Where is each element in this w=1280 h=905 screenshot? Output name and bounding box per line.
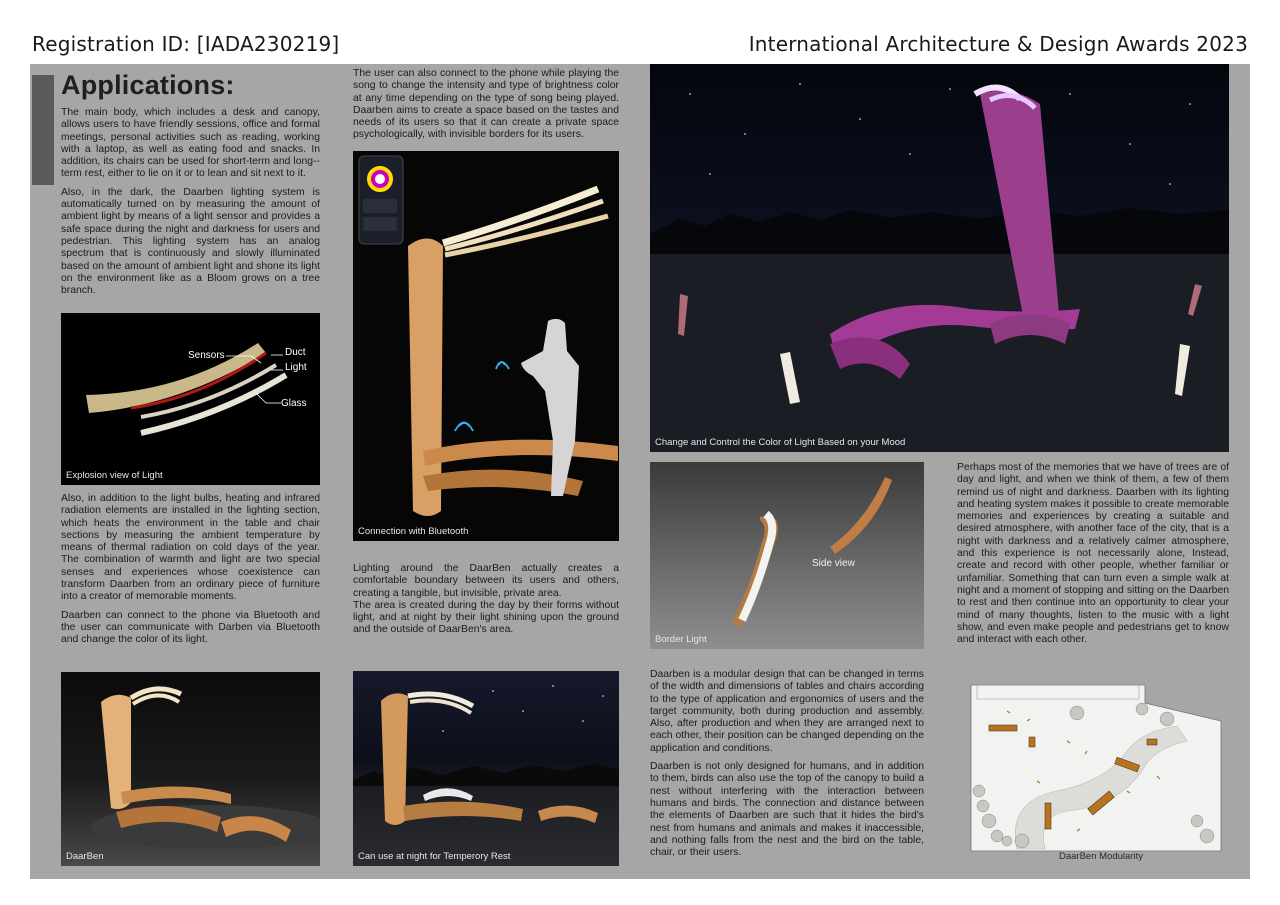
registration-id: Registration ID: [IADA230219] — [32, 32, 340, 56]
modularity-plan-image — [967, 681, 1225, 863]
mood-caption: Change and Control the Color of Light Based on your Mood — [655, 437, 906, 448]
night-rest-caption: Can use at night for Temperory Rest — [358, 851, 511, 862]
explosion-caption: Explosion view of Light — [66, 470, 163, 481]
daarben-render-panel — [61, 672, 320, 866]
section-title: Applications: — [61, 70, 235, 100]
col3-text — [650, 669, 924, 865]
bluetooth-caption: Connection with Bluetooth — [358, 526, 469, 537]
mood-panel — [650, 64, 1229, 452]
paragraph-lighting-system: Also, in the dark, the Daarben lighting system is automatically turned on by measuring the amount of ambient light by means of a light sensor and provides a safe space during the night and darkness for users and pedestrian. This lighting system has an analog spectrum that is continuously and slowly illuminated based on the amount of ambient light and shone its light on the environment like as a Bloom grows on a tree branch. — [61, 186, 320, 297]
bluetooth-render-image — [353, 151, 619, 541]
paragraph-memories: Perhaps most of the memories that we have of trees are of day and light, and when we think of them, a few of them remind us of night and darkness. Daarben with its lighting and heating system makes it possible to create memorable memories and experiences by creating a suitable and desired atmosphere, with another face of the city, that is a night with darkness and a relatively calmer atmosphere, and this experience is not necessarily alone, Instead, create and record with other people, whether familiar or unfamiliar. Something that can turn even a simple walk at night and a moment of stopping and sitting on the Daarben to rest and then continue into an opportunity to clear your mind of many thoughts, listen to the music with a light show, and even make people and pedestrians get to know and interact with each other. — [957, 462, 1229, 646]
paragraph-birds: Daarben is not only designed for humans, and in addition to them, birds can also use the top of the canopy to build a nest without interfering with the interaction between humans and birds. The connection and distance between the elements of Daarben are such that it hides the bird's nest from humans and animals and makes it inaccessible, and nothing falls from the nest and the bird on the table, chair, or their users. — [650, 761, 924, 859]
side-view-label: Side view — [812, 558, 855, 569]
modularity-plan-panel — [967, 681, 1225, 863]
daarben-render-image — [61, 672, 320, 866]
paragraph-main-body: The main body, which includes a desk and canopy, allows users to have friendly sessions, office and formal meetings, personal activities such as reading, working with a laptop, as well as eating food and snacks. In addition, its chairs can be used for short-term and long--term rest, either to lie on it or to lean and sit next to it. — [61, 107, 320, 180]
night-rest-panel — [353, 671, 619, 866]
bluetooth-panel — [353, 151, 619, 541]
border-light-image — [650, 462, 924, 649]
paragraph-modular: Daarben is a modular design that can be changed in terms of the width and dimensions of tables and chairs according to the type of application and ergonomics of users and the target community, both during production and assembly. Also, after production and when they are arranged next to each other, their position can be changed depending on the application and conditions. — [650, 669, 924, 754]
paragraph-heating: Also, in addition to the light bulbs, heating and infrared radiation elements are installed in the lighting section, which heats the environment in the table and chair sections by measuring the ambient temperature by means of thermal radiation on cold days of the year. The combination of warmth and light are two special senses and experiences whose coexistence can transform Daarben from an ordinary piece of furniture into a creator of memorable moments. — [61, 493, 320, 603]
col1-text-top — [61, 107, 320, 303]
paragraph-bluetooth: Daarben can connect to the phone via Bluetooth and the user can communicate with Darben via Bluetooth and change the color of its light. — [61, 609, 320, 646]
label-light: Light — [285, 362, 307, 373]
label-duct: Duct — [285, 347, 306, 358]
explosion-view-panel — [61, 313, 320, 485]
col1-text-bottom — [61, 493, 320, 653]
mood-render-image — [650, 64, 1229, 452]
modularity-caption: DaarBen Modularity — [1059, 851, 1143, 862]
explosion-view-illustration — [61, 313, 320, 485]
border-light-panel — [650, 462, 924, 649]
label-sensors: Sensors — [188, 350, 225, 361]
paragraph-boundary: Lighting around the DaarBen actually creates a comfortable boundary between its users and others, creating a tangible, but invisible, private area. — [353, 563, 619, 599]
border-light-caption: Border Light — [655, 634, 707, 645]
col4-text — [957, 462, 1229, 652]
daarben-caption: DaarBen — [66, 851, 104, 862]
col2-text-middle — [353, 563, 619, 643]
award-title: International Architecture & Design Awards 2023 — [748, 32, 1248, 56]
col2-text-top — [353, 68, 619, 148]
title-accent-bar — [32, 75, 54, 185]
paragraph-music: The user can also connect to the phone while playing the song to change the intensity and type of brightness color at any time depending on the type of song being played. Daarben aims to create a space based on the tastes and needs of its users so that it can create a private space psychologically, with invisible borders for its users. — [353, 68, 619, 141]
night-rest-image — [353, 671, 619, 866]
label-glass: Glass — [281, 398, 307, 409]
paragraph-area: The area is created during the day by their forms without light, and at night by their light shining upon the ground and the outside of DaarBen's area. — [353, 599, 619, 636]
